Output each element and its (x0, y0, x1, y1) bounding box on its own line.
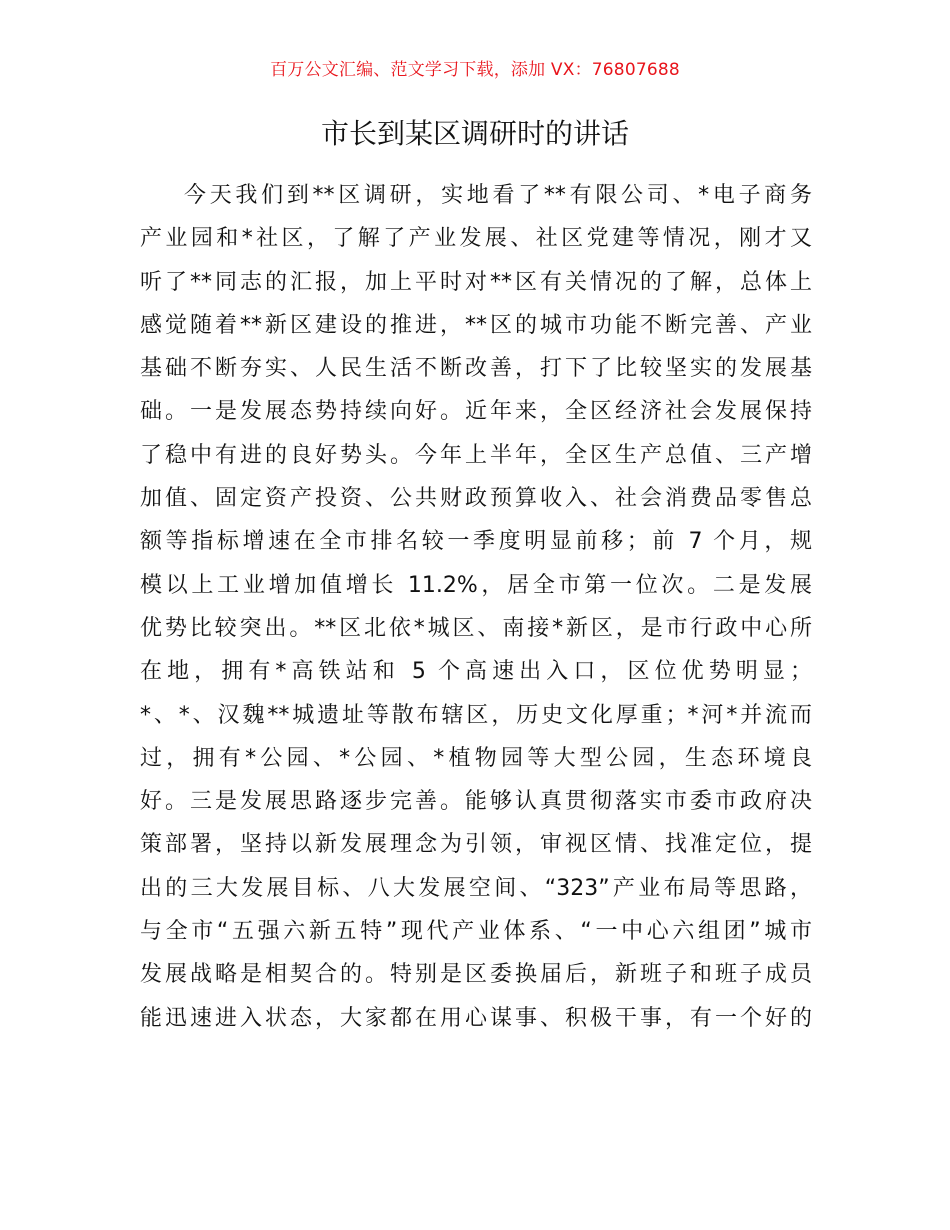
header-note: 百万公文汇编、范文学习下载，添加 VX：76807688 (270, 60, 680, 80)
body-line: 策部署，坚持以新发展理念为引领，审视区情、找准定位，提 (140, 832, 812, 858)
body-line: 今天我们到**区调研，实地看了**有限公司、*电子商务 (184, 183, 812, 208)
body-line: *、*、汉魏**城遗址等散布辖区，历史文化厚重；*河*并流而 (140, 702, 812, 728)
body-line: 额等指标增速在全市排名较一季度明显前移；前 7 个月，规 (140, 529, 812, 555)
body-line: 发展战略是相契合的。特别是区委换届后，新班子和班子成员 (140, 962, 812, 988)
body-line: 模以上工业增加值增长 11.2%，居全市第一位次。二是发展 (140, 572, 812, 598)
body-paragraph (140, 174, 812, 1040)
body-line: 过，拥有*公园、*公园、*植物园等大型公园，生态环境良 (140, 745, 812, 771)
body-line: 基础不断夯实、人民生活不断改善，打下了比较坚实的发展基 (140, 356, 812, 382)
body-line: 了稳中有进的良好势头。今年上半年，全区生产总值、三产增 (140, 442, 812, 468)
body-line: 产业园和*社区，了解了产业发展、社区党建等情况，刚才又 (140, 226, 812, 252)
body-line: 出的三大发展目标、八大发展空间、“323”产业布局等思路， (140, 875, 812, 901)
body-line: 听了**同志的汇报，加上平时对**区有关情况的了解，总体上 (140, 269, 812, 295)
body-line: 础。一是发展态势持续向好。近年来，全区经济社会发展保持 (140, 399, 812, 425)
body-line: 能迅速进入状态，大家都在用心谋事、积极干事，有一个好的 (140, 1005, 812, 1031)
body-line: 在地，拥有*高铁站和 5 个高速出入口，区位优势明显； (140, 659, 812, 685)
body-line: 好。三是发展思路逐步完善。能够认真贯彻落实市委市政府决 (140, 789, 812, 815)
body-line: 加值、固定资产投资、公共财政预算收入、社会消费品零售总 (140, 486, 812, 512)
document-title: 市长到某区调研时的讲话 (320, 117, 629, 150)
body-line: 与全市“五强六新五特”现代产业体系、“一中心六组团”城市 (140, 919, 812, 945)
body-line: 优势比较突出。**区北依*城区、南接*新区，是市行政中心所 (140, 615, 812, 641)
body-line: 感觉随着**新区建设的推进，**区的城市功能不断完善、产业 (140, 312, 812, 338)
